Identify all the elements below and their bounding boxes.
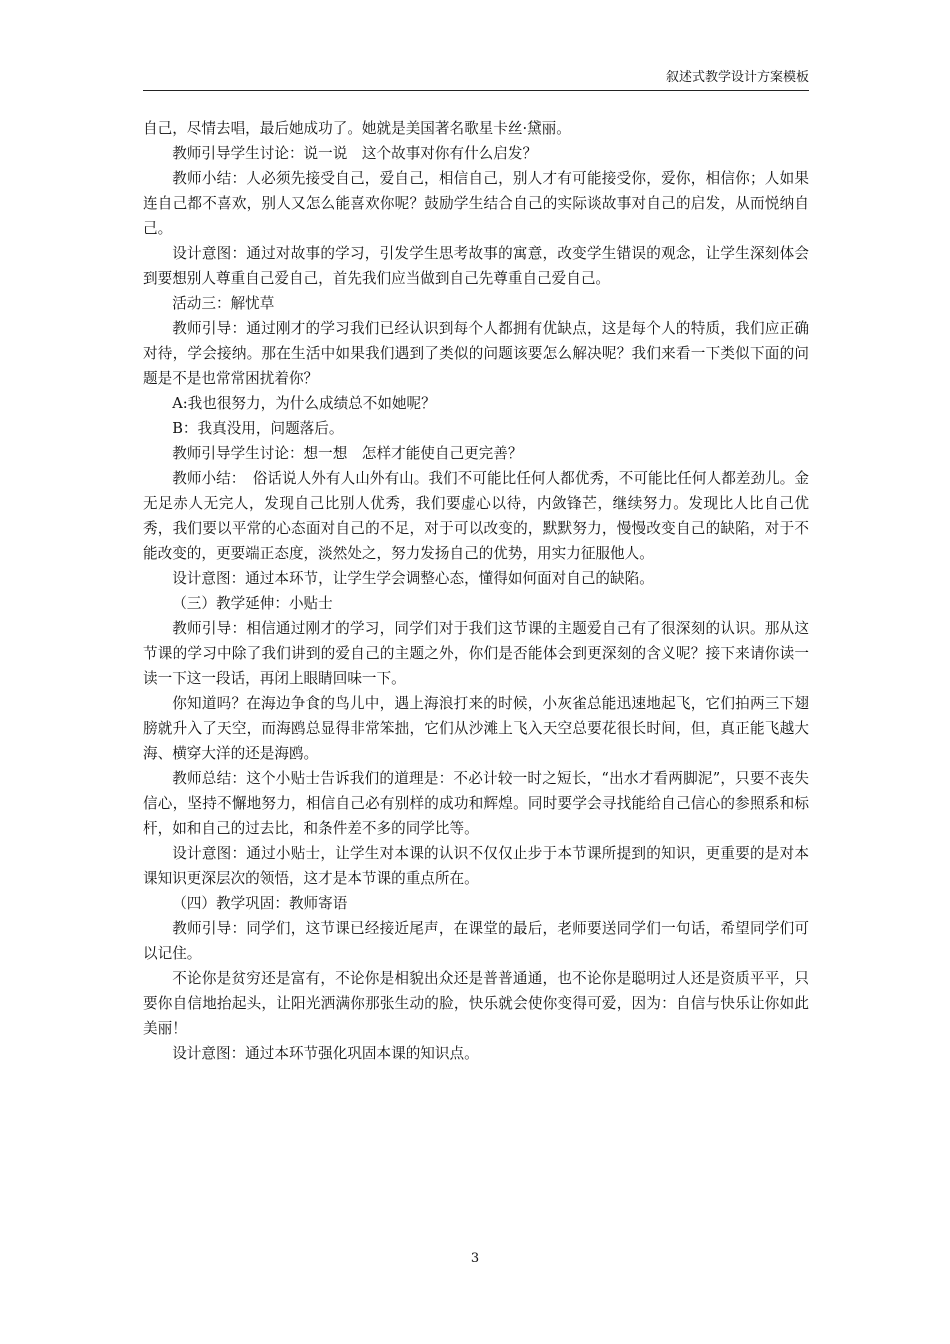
section-heading: 活动三：解忧草 [172, 295, 275, 312]
paragraph: 教师小结：人必须先接受自己，爱自己，相信自己，别人才有可能接受你，爱你，相信你；人如果连自己都不喜欢，别人又怎么能喜欢你呢？鼓励学生结合自己的实际谈故事对自己的启发，从而悦纳自己。 [143, 170, 809, 237]
paragraph: 教师引导：相信通过刚才的学习，同学们对于我们这节课的主题爱自己有了很深刻的认识。那从这节课的学习中除了我们讲到的爱自己的主题之外，你们是否能体会到更深刻的含义呢？接下来请你读一读一下这一段话，再闭上眼睛回味一下。 [143, 620, 809, 687]
paragraph: 不论你是贫穷还是富有，不论你是相貌出众还是普普通通，也不论你是聪明过人还是资质平平，只要你自信地抬起头，让阳光洒满你那张生动的脸，快乐就会使你变得可爱，因为：自信与快乐让你如此美丽！ [143, 970, 809, 1037]
paragraph: 设计意图：通过本环节，让学生学会调整心态，懂得如何面对自己的缺陷。 [172, 570, 654, 587]
paragraph: 教师总结：这个小贴士告诉我们的道理是：不必计较一时之短长，“出水才看两脚泥”，只要不丧失信心，坚持不懈地努力，相信自己必有别样的成功和辉煌。同时要学会寻找能给自己信心的参照系和标杆，如和自己的过去比，和条件差不多的同学比等。 [143, 770, 809, 837]
paragraph: 教师引导：通过刚才的学习我们已经认识到每个人都拥有优缺点，这是每个人的特质，我们应正确对待，学会接纳。那在生活中如果我们遇到了类似的问题该要怎么解决呢？我们来看一下类似下面的问题是不是也常常困扰着你？ [143, 320, 809, 387]
document-body [143, 116, 809, 1066]
paragraph: 教师小结： 俗话说人外有人山外有山。我们不可能比任何人都优秀，不可能比任何人都差劲儿。金无足赤人无完人，发现自己比别人优秀，我们要虚心以待，内敛锋芒，继续努力。发现比人比自己优秀，我们要以平常的心态面对自己的不足，对于可以改变的，默默努力，慢慢改变自己的缺陷，对于不能改变的，更要端正态度，淡然处之，努力发扬自己的优势，用实力征服他人。 [143, 470, 809, 562]
paragraph: 设计意图：通过小贴士，让学生对本课的认识不仅仅止步于本节课所提到的知识，更重要的是对本课知识更深层次的领悟，这才是本节课的重点所在。 [143, 845, 809, 887]
paragraph: 你知道吗？在海边争食的鸟儿中，遇上海浪打来的时候，小灰雀总能迅速地起飞，它们拍两三下翅膀就升入了天空，而海鸥总显得非常笨拙，它们从沙滩上飞入天空总要花很长时间，但，真正能飞越大海、横穿大洋的还是海鸥。 [143, 695, 809, 762]
section-heading: （三）教学延伸：小贴士 [172, 595, 333, 612]
paragraph: 教师引导学生讨论：说一说 这个故事对你有什么启发？ [172, 145, 538, 162]
paragraph: 设计意图：通过对故事的学习，引发学生思考故事的寓意，改变学生错误的观念，让学生深刻体会到要想别人尊重自己爱自己，首先我们应当做到自己先尊重自己爱自己。 [143, 245, 809, 287]
page-number: 3 [470, 1251, 480, 1266]
paragraph: A:我也很努力，为什么成绩总不如她呢？ [172, 395, 436, 412]
header-title: 叙述式教学设计方案模板 [665, 70, 809, 85]
page-header [143, 66, 809, 91]
paragraph: 教师引导：同学们，这节课已经接近尾声，在课堂的最后，老师要送同学们一句话，希望同学们可以记住。 [143, 920, 809, 962]
section-heading: （四）教学巩固：教师寄语 [172, 895, 348, 912]
paragraph: 设计意图：通过本环节强化巩固本课的知识点。 [172, 1045, 479, 1062]
paragraph: B：我真没用，问题落后。 [172, 420, 344, 437]
paragraph: 自己，尽情去唱，最后她成功了。她就是美国著名歌星卡丝·黛丽。 [143, 120, 571, 137]
paragraph: 教师引导学生讨论：想一想 怎样才能使自己更完善？ [172, 445, 523, 462]
